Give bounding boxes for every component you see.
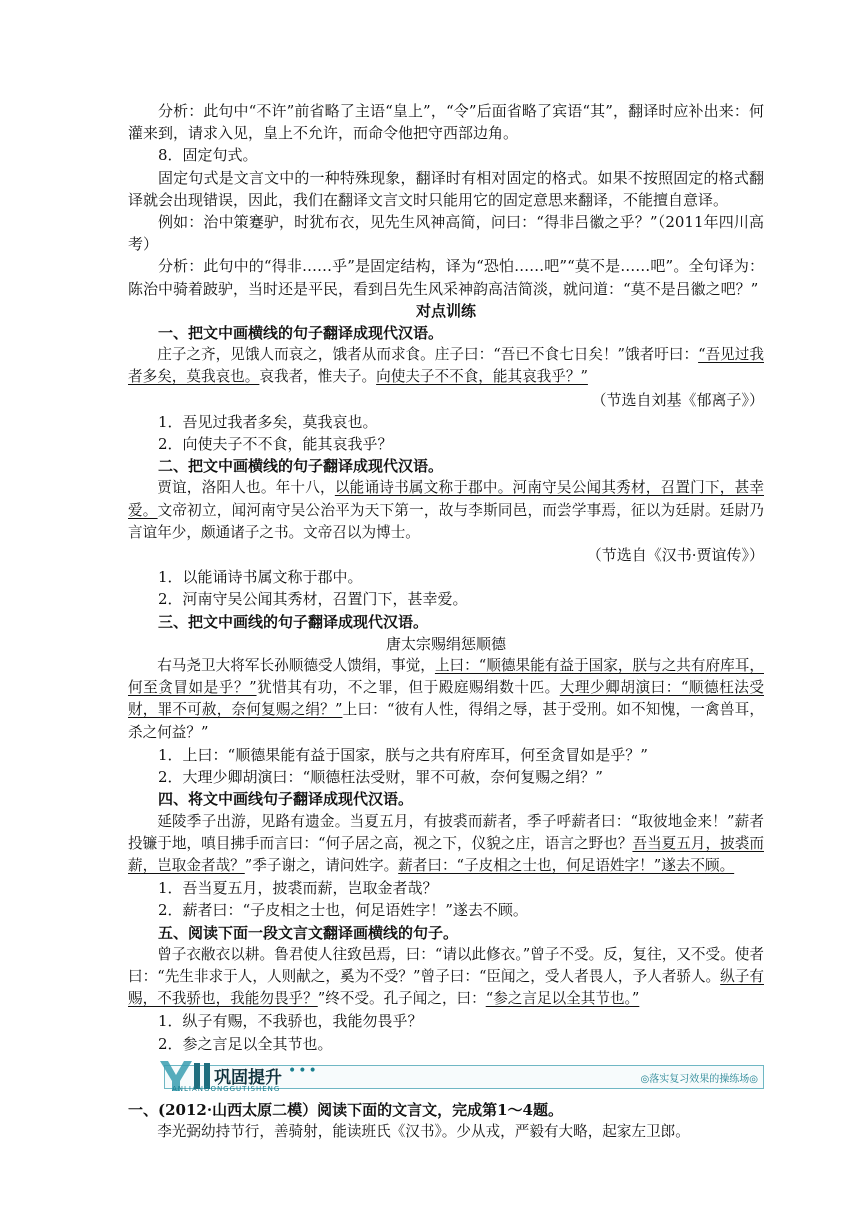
passage-text: ”季子谢之，请问姓字。 — [244, 856, 399, 874]
exercise-4-item-1: 1．吾当夏五月，披裘而薪，岂取金者哉？ — [158, 879, 438, 898]
exercise-3-passage — [128, 655, 764, 744]
exercise-1-item-2: 2．向使夫子不不食，能其哀我乎？ — [158, 435, 393, 454]
example-analysis: 分析：此句中的“得非……乎”是固定结构，译为“恐怕……吧”“莫不是……吧”。全句译为：陈治中骑着跛驴，当时还是平民，看到吕先生风采神韵高洁简淡，就问道：“莫不是吕徽之吧？” — [128, 257, 764, 298]
passage-text: ”终不受。孔子闻之，曰： — [317, 990, 486, 1008]
passage-text: 犹惜其有功，不之罪，但于殿庭赐绢数十匹。 — [256, 679, 560, 697]
banner-dots: ••• — [288, 1062, 319, 1079]
exercise-2-item-1: 1．以能诵诗书属文称于郡中。 — [158, 568, 363, 587]
section-banner — [128, 1057, 764, 1095]
exercise-4-heading: 四、将文中画线句子翻译成现代汉语。 — [158, 790, 414, 809]
passage-text: 延陵季子出游，见路有遗金。当夏五月，有披裘而薪者，季子呼薪者曰：“取彼地金来！”薪者投镰于地，嗔目拂手而言曰：“何子居之高，视之下，仪貌之庄，语言之野也？ — [128, 812, 764, 852]
passage-text: 右马尧卫大将军长孙顺德受人馈绢，事觉， — [157, 657, 435, 675]
underlined-sentence: 吾当夏五月，披裘而薪，岂取金者哉？ — [128, 834, 764, 874]
underlined-sentence: “参之言足以全其节也。” — [485, 990, 640, 1008]
passage-text: 上曰：“彼有人性，得绢之辱，甚于受刑。如不知愧，一禽兽耳，杀之何益？” — [128, 701, 764, 741]
underlined-sentence: 大理少卿胡演曰：“顺德枉法受财，罪不可赦，奈何复赐之绢？” — [128, 679, 764, 719]
exercise-1-item-1: 1．吾见过我者多矣，莫我哀也。 — [158, 412, 378, 431]
underlined-sentence: 以能诵诗书属文称于郡中。河南守吴公闻其秀材，召置门下，甚幸爱。 — [128, 479, 764, 519]
exercise-4-item-2: 2．薪者曰：“子皮相之士也，何足语姓字！”遂去不顾。 — [158, 901, 528, 920]
analysis-paragraph: 分析：此句中“不许”前省略了主语“皇上”，“令”后面省略了宾语“其”，翻译时应补出来：何灌来到，请求入见，皇上不允许，而命令他把守西部边角。 — [128, 102, 764, 143]
passage-text: 贾谊，洛阳人也。年十八， — [157, 479, 335, 497]
exercise-2-passage — [128, 477, 764, 544]
exercise-2-heading: 二、把文中画横线的句子翻译成现代汉语。 — [158, 457, 444, 476]
banner-slogan: ◎落实复习效果的操练场◎ — [640, 1073, 758, 1085]
exercise-5-item-2: 2．参之言足以全其节也。 — [158, 1034, 333, 1053]
fixed-pattern-paragraph: 固定句式是文言文中的一种特殊现象，翻译时有相对固定的格式。如果不按照固定的格式翻译就会出现错误，因此，我们在翻译文言文时只能用它的固定意思来翻译，不能擅自意译。 — [128, 168, 764, 209]
exercise-3-title: 唐太宗赐绢惩顺德 — [385, 634, 506, 653]
exercise-3-item-1: 1．上曰：“顺德果能有益于国家，朕与之共有府库耳，何至贪冒如是乎？” — [158, 745, 648, 764]
passage-text: 曾子衣敝衣以耕。鲁君使人往致邑焉，曰：“请以此修衣。”曾子不受。反，复往，又不受。使者曰：“先生非求于人，人则献之，奚为不受？”曾子曰：“臣闻之，受人者畏人，予人者骄人。 — [128, 945, 764, 985]
exercise-2-item-2: 2．河南守吴公闻其秀材，召置门下，甚幸爱。 — [158, 590, 468, 609]
exercise-2-source: （节选自《汉书·贾谊传》） — [586, 546, 764, 565]
banner-title: 巩固提升 — [214, 1067, 282, 1088]
exercise-3-item-2: 2．大理少卿胡演曰：“顺德枉法受财，罪不可赦，奈何复赐之绢？” — [158, 768, 603, 787]
section-title: 对点训练 — [415, 301, 476, 320]
document-page — [128, 100, 764, 1143]
banner-pinyin: ANLIANGONGGUTISHENG — [172, 1084, 281, 1093]
consolidation-heading: 一、(2012·山西太原二模）阅读下面的文言文，完成第1～4题。 — [128, 1100, 563, 1119]
consolidation-passage: 李光弼幼持节行，善骑射，能读班氏《汉书》。少从戎，严毅有大略，起家左卫郎。 — [157, 1122, 690, 1140]
exercise-1-source: （节选自刘基《郁离子》） — [591, 390, 764, 409]
underlined-sentence: 向使夫子不不食，能其哀我乎？” — [376, 368, 588, 386]
exercise-3-heading: 三、把文中画线的句子翻译成现代汉语。 — [158, 612, 429, 631]
exercise-1-heading: 一、把文中画横线的句子翻译成现代汉语。 — [158, 324, 444, 343]
underlined-sentence: 薪者曰：“子皮相之士也，何足语姓字！”遂去不顾。 — [398, 856, 735, 874]
exercise-1-passage — [128, 344, 764, 388]
passage-text: 哀我者，惟夫子。 — [259, 368, 377, 386]
underlined-sentence: “吾见过我者多矣，莫我哀也。 — [128, 346, 764, 386]
exercise-5-passage — [128, 944, 764, 1011]
passage-text: 庄子之齐，见饿人而哀之，饿者从而求食。庄子曰：“吾已不食七日矣！”饿者吁曰： — [157, 346, 699, 364]
example-paragraph: 例如：治中策蹇驴，时犹布衣，见先生风神高简，问曰：“得非吕徽之乎？”（2011年四川高考） — [128, 213, 764, 254]
underlined-sentence: 纵子有赐，不我骄也，我能勿畏乎？ — [128, 967, 764, 1008]
exercise-5-heading: 五、阅读下面一段文言文翻译画横线的句子。 — [158, 923, 459, 942]
underlined-sentence: 上曰：“顺德果能有益于国家，朕与之共有府库耳，何至贪冒如是乎？” — [128, 657, 764, 697]
exercise-5-item-1: 1．纵子有赐，不我骄也，我能勿畏乎？ — [158, 1012, 423, 1031]
passage-text: 文帝初立，闻河南守吴公治平为天下第一，故与李斯同邑，而尝学事焉，征以为廷尉。廷尉乃言谊年少，颇通诸子之书。文帝召以为博士。 — [128, 501, 764, 541]
exercise-4-passage — [128, 811, 764, 878]
point-8-heading: 8．固定句式。 — [158, 146, 258, 165]
